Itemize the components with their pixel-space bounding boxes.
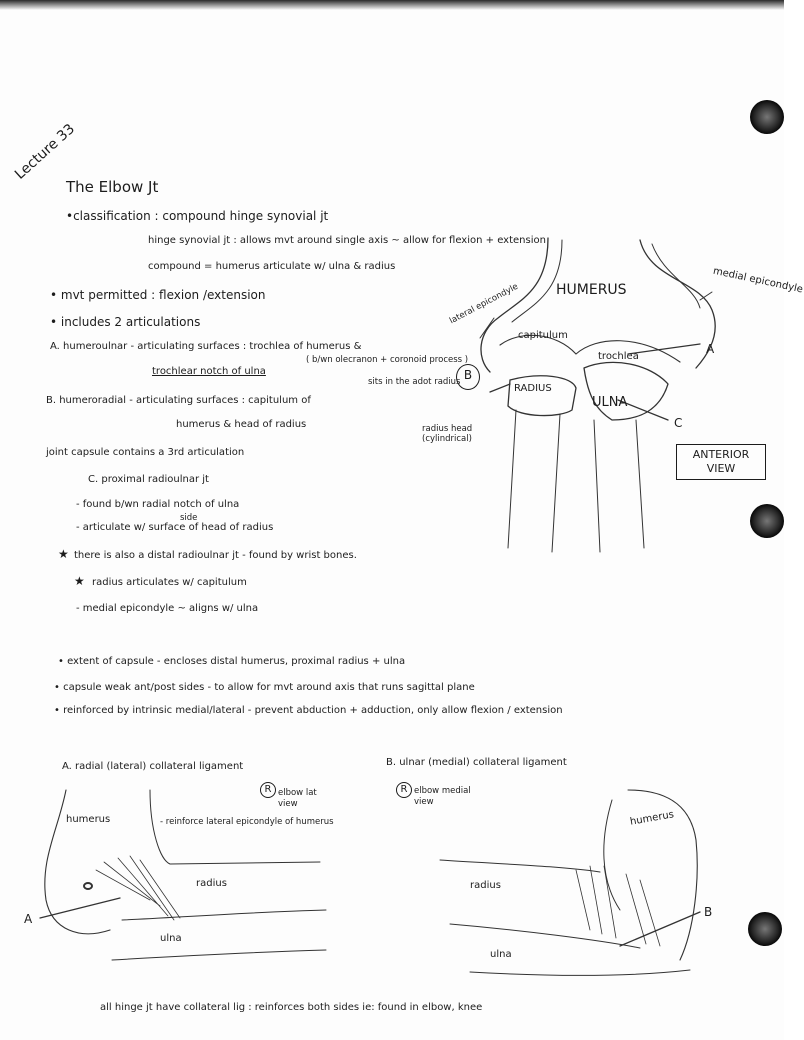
note-side-word: side — [180, 513, 198, 523]
right-view-note: elbow medial view — [414, 786, 471, 808]
right-label-radius: radius — [470, 880, 501, 891]
star-icon: ★ — [58, 547, 69, 561]
right-diagram-heading: B. ulnar (medial) collateral ligament — [386, 757, 567, 768]
label-lateral-epicondyle: lateral epicondyle — [447, 281, 520, 327]
left-label-reinforce: - reinforce lateral epicondyle of humerus — [160, 817, 334, 827]
label-humerus: HUMERUS — [556, 282, 627, 298]
left-label-humerus: humerus — [66, 814, 111, 825]
anterior-view-box: ANTERIOR VIEW — [676, 444, 766, 480]
left-view-note: elbow lat view — [278, 788, 317, 810]
right-label-humerus: humerus — [629, 809, 675, 828]
bottom-note: all hinge jt have collateral lig : reinforces both sides ie: found in elbow, knee — [100, 1002, 483, 1013]
label-medial-epicondyle: medial epicondyle — [711, 265, 804, 296]
marker-b: B — [456, 364, 480, 390]
label-radius-head: radius head (cylindrical) — [422, 424, 473, 445]
left-marker-a: A — [24, 912, 33, 926]
note-capsule-weak: • capsule weak ant/post sides - to allow for mvt around axis that runs sagittal plane — [54, 682, 475, 693]
left-label-ulna: ulna — [160, 933, 182, 944]
note-reinforced: • reinforced by intrinsic medial/lateral - prevent abduction + adduction, only allow flexion / extension — [54, 705, 563, 716]
note-radius-articulates: radius articulates w/ capitulum — [92, 577, 247, 588]
right-label-ulna: ulna — [490, 949, 512, 960]
note-mvt: • mvt permitted : flexion /extension — [50, 288, 266, 302]
note-hinge: hinge synovial jt : allows mvt around single axis ~ allow for flexion + extension — [148, 235, 546, 246]
note-found-bwn: - found b/wn radial notch of ulna — [76, 499, 240, 510]
note-compound: compound = humerus articulate w/ ulna & radius — [148, 261, 396, 272]
label-trochlea: trochlea — [598, 351, 639, 362]
note-articulate-side: - articulate w/ surface of head of radius — [76, 522, 274, 533]
note-joint-capsule: joint capsule contains a 3rd articulation — [46, 447, 245, 458]
note-trochlear-notch: trochlear notch of ulna — [152, 366, 266, 377]
page-title: The Elbow Jt — [66, 178, 159, 196]
note-classification: •classification : compound hinge synovial jt — [66, 209, 329, 223]
note-humeroulnar: A. humeroulnar - articulating surfaces : trochlea of humerus & — [50, 341, 362, 352]
right-marker-b: B — [704, 905, 713, 919]
label-radius: RADIUS — [514, 383, 552, 394]
note-humerus-head: humerus & head of radius — [176, 419, 307, 430]
marker-a: A — [706, 342, 715, 356]
left-label-radius: radius — [196, 878, 227, 889]
left-circled-r: R — [260, 782, 276, 798]
lecture-label: Lecture 33 — [11, 120, 79, 183]
star-icon: ★ — [74, 574, 85, 588]
note-medial-epicondyle: - medial epicondyle ~ aligns w/ ulna — [76, 603, 259, 614]
label-ulna: ULNA — [592, 395, 628, 410]
right-circled-r: R — [396, 782, 412, 798]
marker-c: C — [674, 416, 683, 430]
label-capitulum: capitulum — [518, 330, 568, 341]
note-distal: there is also a distal radioulnar jt - found by wrist bones. — [74, 550, 357, 561]
note-includes: • includes 2 articulations — [50, 315, 201, 329]
note-olecranon: ( b/wn olecranon + coronoid process ) — [306, 355, 469, 365]
note-proximal-radioulnar: C. proximal radioulnar jt — [88, 474, 209, 485]
note-extent: • extent of capsule - encloses distal humerus, proximal radius + ulna — [58, 656, 406, 667]
note-sits: sits in the adot radius — [368, 377, 461, 387]
left-diagram-heading: A. radial (lateral) collateral ligament — [62, 761, 244, 772]
note-humeroradial: B. humeroradial - articulating surfaces : capitulum of — [46, 395, 311, 406]
